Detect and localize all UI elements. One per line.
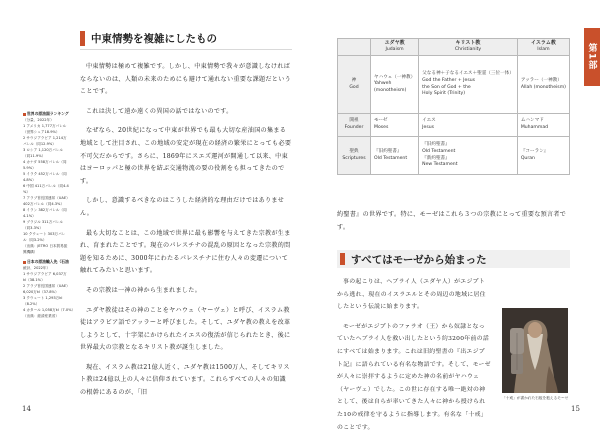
cell-line: イエス [422, 118, 436, 124]
table-row [338, 137, 570, 175]
row-header-cell [338, 114, 371, 137]
table-cell [419, 114, 518, 137]
body-paragraph: 現在、イスラム教は21億人近く、ユダヤ教は1500万人、そしてキリスト教は24億以上の人々に信仰されています。これらすべての人々の知識の根幹にあるのが、「旧 [80, 363, 290, 397]
row-header-line: 神 [351, 77, 357, 83]
cell-line: God the Father + Jesus [422, 77, 476, 83]
sidebar-line: （分量、2022年） [23, 118, 54, 122]
row-header-line: 聖典 [349, 148, 359, 154]
sidebar-line: 2 アラブ首長国連邦（UAE） [23, 284, 70, 288]
page-number-left: 14 [22, 405, 31, 413]
illustration-caption: 「十戒」が書かれた石板を抱えるモーゼ [502, 396, 569, 400]
section-heading [80, 28, 292, 50]
body-paragraph: その宗教は一神の神から生まれました。 [86, 286, 202, 294]
row-header-line: God [349, 84, 359, 90]
cell-line: Old Testament [422, 148, 456, 154]
cell-line: 『新約聖書』 [422, 155, 450, 161]
sidebar-line: 5.9%） [23, 166, 36, 170]
table-cell [371, 137, 419, 175]
sidebar-line: 6 中国 411万バレル（同4.4 [23, 184, 69, 188]
sidebar-line: kl（38.1%） [23, 278, 45, 282]
cell-line: New Testament [422, 162, 458, 168]
sidebar-line: %） [23, 190, 31, 194]
table-cell [517, 137, 569, 175]
header-ja: ユダヤ教 [384, 40, 405, 47]
sidebar-statistics [23, 111, 76, 319]
sidebar-title-text: 世界の原油国ランキング [27, 111, 69, 116]
table-cell [419, 137, 518, 175]
continuation-text [337, 209, 570, 241]
religion-comparison-table-wrap [337, 38, 570, 175]
table-cell [419, 56, 518, 114]
table-header-cell [517, 39, 569, 56]
table-header-row [338, 39, 570, 56]
cell-line: Allah (monotheism) [520, 84, 566, 90]
table-cell [517, 114, 569, 137]
moses-section-heading [337, 250, 570, 268]
cell-line: アッラー（一神教） [520, 77, 562, 83]
sidebar-line: （同11.9%） [23, 154, 46, 158]
sidebar-line: 10 クウェート 303万バレ [23, 232, 66, 236]
cell-line: 父なる神＋子なるイエス＋聖霊（三位一体） [422, 71, 514, 77]
sidebar-line: 5 イラク 452万バレル（同 [23, 172, 67, 176]
cell-line: ヤハウェ（一神教） [374, 74, 416, 80]
table-header-cell [371, 39, 419, 56]
religion-comparison-table [337, 38, 570, 175]
sidebar-line: バレル（同12.9%） [23, 142, 56, 146]
sidebar-line: 4.1%） [23, 214, 36, 218]
sidebar-line: 3 ロシア 1,120万バレル [23, 148, 63, 152]
header-ja: イスラム教 [530, 40, 556, 47]
cell-line: Muhammad [520, 125, 549, 130]
cell-line: ムハンマド [520, 118, 544, 124]
table-cell [371, 56, 419, 114]
cell-line: the Son of God + the [422, 84, 471, 90]
table-cell [517, 56, 569, 114]
left-body-text [80, 61, 292, 407]
moses-with-tablets-image [502, 308, 568, 393]
body-paragraph: モーゼがエジプトのファラオ（王）から奴隷となっていたヘブライ人を救い出したという約3200年前の話にすべては始まります。これは旧約聖書の『出エジプト記』に語られている有名な物語です。そして、モーゼが人々に崇拝するように定めた神の名前がヤハウェ（ヤーヴェ）でした。この世に存在する唯一絶対の神として、後は自らが率いてきた人々に神から授けられた10の戒律を守るように指導します。有名な「十戒」のことです。 [337, 323, 491, 431]
sidebar-line: ル（同3.2%） [23, 238, 47, 242]
table-header-cell [338, 39, 371, 56]
header-en: Judaism [385, 47, 404, 52]
sidebar-title-text: 日本の原油輸入先（石油 [27, 259, 69, 264]
sidebar-line: 1 サウジアラビア 6,037万 [23, 272, 67, 276]
sidebar-line: （世界シェア18.9%） [23, 130, 60, 134]
body-paragraph: 事の起こりは、ヘブライ人（ユダヤ人）がエジプトから逃れ、現在のイスラエルとその周辺の地域に居住したという伝説に始まります。 [337, 279, 486, 311]
cell-line: 『旧約聖書』 [374, 148, 402, 154]
sidebar-line: （同3.3%） [23, 226, 43, 230]
cell-line: モーゼ [374, 118, 388, 124]
table-row [338, 56, 570, 114]
left-page [0, 0, 300, 425]
header-en: Islam [537, 47, 550, 52]
sidebar-line: 6,020万kl（37.8%） [23, 290, 59, 294]
sidebar-bullet-icon [23, 261, 26, 264]
heading-accent-bar [80, 31, 85, 46]
sidebar-line: 8 イラン 382万バレル（同 [23, 208, 67, 212]
row-header-line: Founder [344, 125, 364, 130]
sidebar-line: 興機構） [23, 250, 38, 254]
cell-line: Holy Spirit (Trinity) [422, 91, 465, 97]
body-paragraph: ユダヤ教徒はその神のことをヤハウェ（ヤーヴェ）と呼び、イスラム教徒はアラビア語でアッラーと呼びました。そして、ユダヤ教の教えを改革しようとして、十字架にかけられたイエスの復活が信じられたとき、後に世界最大の宗教となるキリスト教が誕生しました。 [80, 306, 291, 352]
header-en: Christianity [454, 47, 482, 52]
row-header-line: Scriptures [342, 155, 366, 161]
cell-line: Yahweh [374, 81, 392, 87]
sidebar-bullet-icon [23, 113, 26, 116]
sidebar-line: 9 ブラジル 311万バレル [23, 220, 64, 224]
sidebar-line: 4.8%） [23, 178, 36, 182]
sidebar-line: 402万バレル（同4.3%） [23, 202, 65, 206]
cell-line: 『旧約聖書』 [422, 142, 450, 148]
cell-line: 『コーラン』 [520, 148, 549, 154]
sidebar-line: 統計、2022年） [23, 266, 51, 270]
right-body-text [337, 276, 491, 441]
section-heading-text: 中東情勢を複雑にしたもの [91, 33, 217, 45]
sidebar-line: 7 アラブ首長国連邦（UAE） [23, 196, 70, 200]
sidebar-line: （出典：経済産業省） [23, 314, 59, 318]
sidebar-line: 3 クウェート 1,293万kl [23, 296, 63, 300]
chapter-tab [584, 28, 600, 86]
moses-section-heading-text: すべてはモーゼから始まった [351, 253, 487, 266]
cell-line: Jesus [422, 125, 435, 130]
heading-accent-bar [340, 253, 345, 265]
sidebar-line: 4 カナダ 558万バレル（同 [23, 160, 67, 164]
sidebar-line: 4 カタール 1,058万kl（7.0%） [23, 308, 76, 312]
table-cell [371, 114, 419, 137]
sidebar-line: 1 アメリカ 1,777万バレル [23, 124, 67, 128]
header-ja: キリスト教 [455, 40, 481, 47]
cell-line: Old Testament [374, 155, 408, 161]
body-paragraph: しかし、意識するべきなのはこうした経済的な理由だけではありません。 [80, 197, 285, 217]
page-number-right: 15 [571, 405, 580, 413]
sidebar-line: （出典：JETRO 日本貿易振 [23, 244, 68, 248]
right-page [300, 0, 600, 431]
cell-line: Quran [520, 155, 535, 161]
row-header-line: 開祖 [349, 118, 359, 124]
moses-illustration [502, 308, 568, 393]
row-header-cell [338, 137, 371, 175]
body-paragraph: 中東情勢は極めて複雑です。しかし、中東情勢で我々が意識しなければならないのは、人類の未来のためにも避けて通れない重要な課題だということです。 [80, 63, 291, 96]
body-paragraph: なぜなら、20世紀になって中東が世界でも最も大切な産油国の集まる地域として注目され、この地域の安定が現在の経済の繁栄にとっても必要不可欠だからです。さらに、1869年にスエズ運河が開通して以来、中東はヨーロッパと極の世界を結ぶ交通物流の要の役割をも担ってきたのです。 [80, 127, 292, 185]
table-row [338, 114, 570, 137]
continuation-paragraph: 約聖書』の世界です。特に、モーゼはこれら３つの宗教にとって重要な預言者です。 [337, 211, 567, 231]
chapter-tab-label: 第1部 [586, 43, 597, 71]
cell-line: Moses [374, 125, 389, 130]
sidebar-line: 2 サウジアラビア 1,214万 [23, 136, 67, 140]
sidebar-line: （8.2%） [23, 302, 40, 306]
cell-line: (monotheism) [374, 87, 407, 93]
row-header-cell [338, 56, 371, 114]
body-paragraph: これは決して遠か遠くの異国の話ではないのです。 [86, 107, 233, 115]
table-header-cell [419, 39, 518, 56]
body-paragraph: 最も大切なことは、この地域で世界に最も影響を与えてきた宗教が生まれ、育まれたことです。現在のパレスチナの混乱の原因となった宗教的問題を知るために、3000年にわたるパレスチナに住む人々の変遷について触れてみたいと思います。 [80, 229, 291, 275]
